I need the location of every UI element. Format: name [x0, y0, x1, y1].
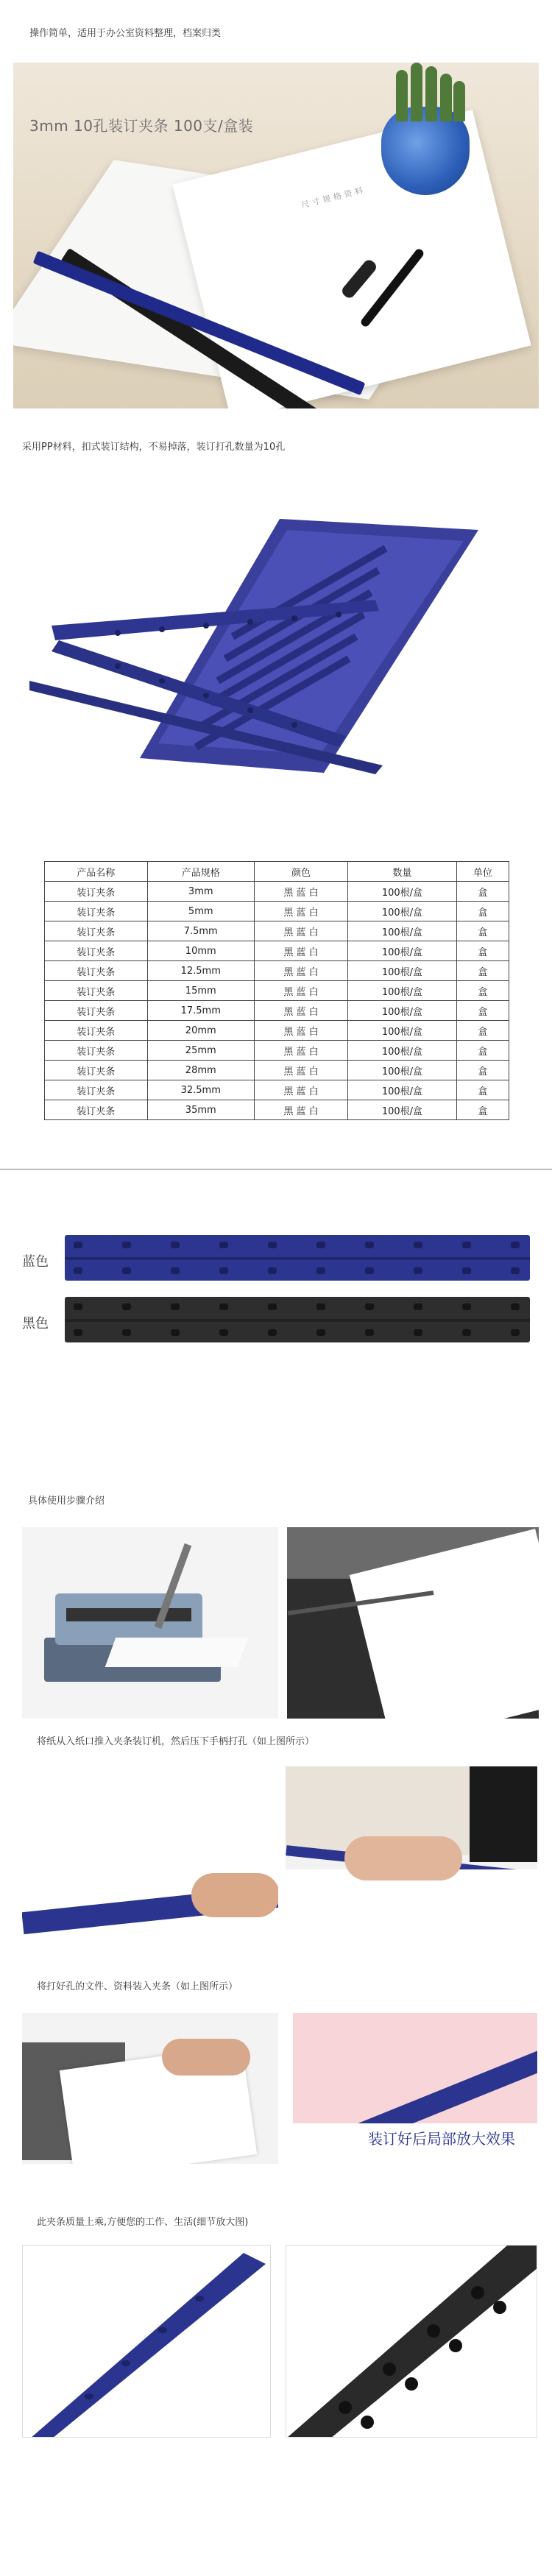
cell-quantity: 100根/盒 [347, 882, 456, 902]
table-row [45, 961, 509, 981]
cell-quantity: 100根/盒 [347, 1001, 456, 1021]
cell-product-size: 20mm [147, 1021, 254, 1041]
cell-unit: 盒 [456, 1001, 509, 1021]
cell-unit: 盒 [456, 1080, 509, 1100]
strip-hole [219, 1242, 228, 1248]
cactus-stem [411, 63, 422, 121]
cell-color: 黑 蓝 白 [254, 941, 347, 961]
strip-hole [171, 1329, 180, 1336]
strip-hole [414, 1267, 422, 1274]
cell-product-name: 装订夹条 [45, 1100, 148, 1120]
strip-hole [268, 1242, 277, 1248]
zoom-effect-photo [293, 2013, 537, 2164]
cell-color: 黑 蓝 白 [254, 1100, 347, 1120]
strip-hole [414, 1329, 422, 1336]
header-unit: 单位 [456, 862, 509, 882]
cell-quantity: 100根/盒 [347, 1041, 456, 1061]
header-product-name: 产品名称 [45, 862, 148, 882]
cell-product-name: 装订夹条 [45, 1001, 148, 1021]
zoom-effect-label: 装订好后局部放大效果 [368, 2130, 515, 2148]
strip-hole [511, 1242, 520, 1248]
cell-color: 黑 蓝 白 [254, 921, 347, 941]
material-caption: 采用PP材料，扣式装订结构，不易掉落，装订打孔数量为10孔 [22, 442, 286, 453]
blue-strip-sample [65, 1235, 530, 1281]
cell-quantity: 100根/盒 [347, 1100, 456, 1120]
cell-unit: 盒 [456, 1021, 509, 1041]
cell-product-name: 装订夹条 [45, 1041, 148, 1061]
header-color: 颜色 [254, 862, 347, 882]
cell-color: 黑 蓝 白 [254, 1080, 347, 1100]
table-row [45, 1041, 509, 1061]
strip-hole [268, 1303, 277, 1310]
cell-quantity: 100根/盒 [347, 1061, 456, 1080]
table-row [45, 1021, 509, 1041]
cell-product-name: 装订夹条 [45, 981, 148, 1001]
strip-hole [511, 1267, 520, 1274]
strip-hole [74, 1242, 82, 1248]
cell-color: 黑 蓝 白 [254, 882, 347, 902]
hand-strip-photo [286, 1766, 537, 1959]
strip-hole [171, 1303, 180, 1310]
cell-unit: 盒 [456, 1041, 509, 1061]
cell-product-size: 32.5mm [147, 1080, 254, 1100]
cell-color: 黑 蓝 白 [254, 981, 347, 1001]
cell-quantity: 100根/盒 [347, 1021, 456, 1041]
cell-product-name: 装订夹条 [45, 1061, 148, 1080]
strip-hole [316, 1303, 325, 1310]
cell-color: 黑 蓝 白 [254, 1041, 347, 1061]
step1-caption: 将纸从入纸口推入夹条装订机，然后压下手柄打孔（如上图所示） [37, 1736, 315, 1747]
strip-hole [219, 1267, 228, 1274]
load-paper-photo [22, 2013, 278, 2164]
cell-color: 黑 蓝 白 [254, 961, 347, 981]
cell-quantity: 100根/盒 [347, 961, 456, 981]
black-strip-sample [65, 1297, 530, 1342]
comb-closeup-photo [287, 1527, 539, 1719]
cell-unit: 盒 [456, 981, 509, 1001]
cell-color: 黑 蓝 白 [254, 902, 347, 921]
cell-product-name: 装订夹条 [45, 1080, 148, 1100]
cell-product-size: 17.5mm [147, 1001, 254, 1021]
table-header-row [45, 862, 509, 882]
strip-hole [414, 1242, 422, 1248]
cell-quantity: 100根/盒 [347, 902, 456, 921]
table-row [45, 1061, 509, 1080]
strip-hole [365, 1267, 374, 1274]
cell-product-size: 7.5mm [147, 921, 254, 941]
header-product-size: 产品规格 [147, 862, 254, 882]
strip-hole [511, 1329, 520, 1336]
cell-color: 黑 蓝 白 [254, 1001, 347, 1021]
strip-hole [219, 1303, 228, 1310]
table-row [45, 1080, 509, 1100]
strip-hole [462, 1242, 471, 1248]
table-row [45, 1100, 509, 1120]
strip-hole [268, 1267, 277, 1274]
cell-unit: 盒 [456, 941, 509, 961]
black-color-label: 黑色 [22, 1316, 49, 1331]
cactus-stem [440, 74, 452, 121]
table-row [45, 902, 509, 921]
cell-unit: 盒 [456, 1061, 509, 1080]
hero-title: 3mm 10孔装订夹条 100支/盒装 [29, 117, 254, 135]
strip-hole [122, 1329, 131, 1336]
cell-product-size: 25mm [147, 1041, 254, 1061]
cell-product-name: 装订夹条 [45, 921, 148, 941]
cactus-stem [396, 70, 408, 121]
spec-table [44, 861, 509, 1120]
cactus-stem [453, 81, 465, 121]
cell-product-size: 3mm [147, 882, 254, 902]
cell-product-size: 12.5mm [147, 961, 254, 981]
cell-unit: 盒 [456, 961, 509, 981]
cell-product-name: 装订夹条 [45, 1021, 148, 1041]
cell-unit: 盒 [456, 882, 509, 902]
strip-hole [511, 1303, 520, 1310]
cell-color: 黑 蓝 白 [254, 1021, 347, 1041]
strip-hole [74, 1303, 82, 1310]
step2-caption: 将打好孔的文件、资料装入夹条（如上图所示） [37, 1981, 238, 1992]
strip-hole [122, 1242, 131, 1248]
table-row [45, 1001, 509, 1021]
strip-hole [414, 1303, 422, 1310]
cell-quantity: 100根/盒 [347, 921, 456, 941]
strip-hole [462, 1303, 471, 1310]
table-row [45, 882, 509, 902]
black-detail-photo [286, 2245, 537, 2438]
cactus-stem [425, 66, 437, 121]
cell-product-name: 装订夹条 [45, 882, 148, 902]
strip-hole [122, 1267, 131, 1274]
cell-product-size: 35mm [147, 1100, 254, 1120]
strip-hole [268, 1329, 277, 1336]
strip-hole [122, 1303, 131, 1310]
cell-unit: 盒 [456, 921, 509, 941]
strip-hole [462, 1267, 471, 1274]
cell-product-name: 装订夹条 [45, 961, 148, 981]
cell-unit: 盒 [456, 902, 509, 921]
cell-quantity: 100根/盒 [347, 1080, 456, 1100]
blue-color-label: 蓝色 [22, 1254, 49, 1270]
strip-hole [74, 1329, 82, 1336]
hero-product-photo [13, 63, 539, 408]
strip-hole [219, 1329, 228, 1336]
cell-product-size: 28mm [147, 1061, 254, 1080]
section-divider [0, 1169, 552, 1170]
insert-strip-photo [22, 1766, 278, 1959]
cell-product-size: 5mm [147, 902, 254, 921]
strip-hole [74, 1267, 82, 1274]
blue-detail-photo [22, 2245, 271, 2438]
strip-hole [316, 1329, 325, 1336]
strip-bundle-photo [29, 500, 530, 810]
cell-product-size: 15mm [147, 981, 254, 1001]
cell-unit: 盒 [456, 1100, 509, 1120]
intro-caption: 操作简单，适用于办公室资料整理，档案归类 [29, 28, 222, 39]
paper-text: 尺寸规格资料 [300, 185, 367, 210]
cell-product-name: 装订夹条 [45, 941, 148, 961]
cell-product-size: 10mm [147, 941, 254, 961]
strip-hole [171, 1242, 180, 1248]
cell-product-name: 装订夹条 [45, 902, 148, 921]
table-row [45, 941, 509, 961]
cell-quantity: 100根/盒 [347, 981, 456, 1001]
detail-caption: 此夹条质量上乘,方便您的工作、生活(细节放大图) [37, 2217, 249, 2228]
strip-hole [316, 1267, 325, 1274]
strip-hole [365, 1303, 374, 1310]
header-quantity: 数量 [347, 862, 456, 882]
strip-hole [365, 1242, 374, 1248]
binding-machine-photo [22, 1527, 278, 1719]
steps-heading: 具体使用步骤介绍 [28, 1496, 105, 1507]
strip-hole [462, 1329, 471, 1336]
cell-color: 黑 蓝 白 [254, 1061, 347, 1080]
strip-hole [316, 1242, 325, 1248]
table-row [45, 921, 509, 941]
cell-quantity: 100根/盒 [347, 941, 456, 961]
strip-hole [365, 1329, 374, 1336]
strip-hole [171, 1267, 180, 1274]
table-row [45, 981, 509, 1001]
